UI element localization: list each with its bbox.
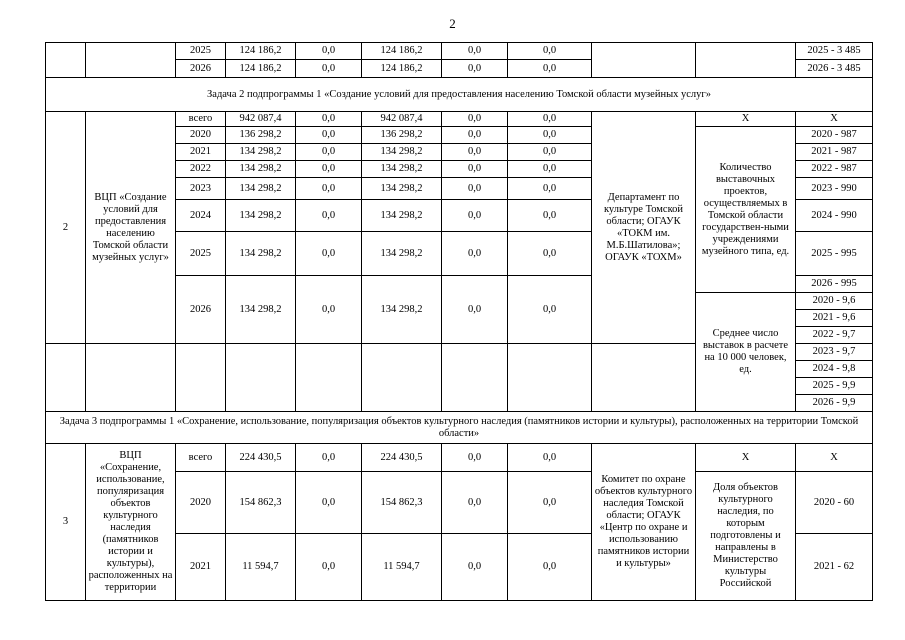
federal-cell: 0,0 <box>296 43 362 60</box>
indicator-value: 2025 - 3 485 <box>796 43 873 60</box>
regional-cell: 136 298,2 <box>362 127 442 144</box>
other-cell: 0,0 <box>508 178 592 200</box>
local-cell: 0,0 <box>442 200 508 232</box>
federal-cell: 0,0 <box>296 112 362 127</box>
task3-indicator: Доля объектов культурного наследия, по которым подготовлены и направлены в Министерство культуры Российской <box>696 472 796 601</box>
federal-cell: 0,0 <box>296 534 362 601</box>
indicator-value: 2024 - 990 <box>796 200 873 232</box>
local-cell: 0,0 <box>442 43 508 60</box>
regional-cell: 134 298,2 <box>362 232 442 276</box>
year-cell: 2020 <box>176 127 226 144</box>
federal-cell: 0,0 <box>296 472 362 534</box>
empty-cell <box>226 344 296 412</box>
x-cell: Х <box>796 444 873 472</box>
indicator-value: 2022 - 987 <box>796 161 873 178</box>
regional-cell: 11 594,7 <box>362 534 442 601</box>
table-row <box>46 112 873 127</box>
indicator-value: 2021 - 62 <box>796 534 873 601</box>
total-cell: 134 298,2 <box>226 161 296 178</box>
task2-number: 2 <box>46 112 86 344</box>
year-cell: 2023 <box>176 178 226 200</box>
table-row <box>46 444 873 472</box>
local-cell: 0,0 <box>442 127 508 144</box>
regional-cell: 942 087,4 <box>362 112 442 127</box>
total-cell: 134 298,2 <box>226 232 296 276</box>
local-cell: 0,0 <box>442 144 508 161</box>
task3-number: 3 <box>46 444 86 601</box>
regional-cell: 154 862,3 <box>362 472 442 534</box>
empty-cell <box>592 344 696 412</box>
total-cell: 224 430,5 <box>226 444 296 472</box>
regional-cell: 124 186,2 <box>362 43 442 60</box>
program-table <box>45 42 873 601</box>
total-cell: 134 298,2 <box>226 178 296 200</box>
indicator-value: 2023 - 990 <box>796 178 873 200</box>
total-cell: 942 087,4 <box>226 112 296 127</box>
regional-cell: 134 298,2 <box>362 161 442 178</box>
x-cell: Х <box>696 112 796 127</box>
year-cell: 2021 <box>176 534 226 601</box>
table-row <box>46 43 873 60</box>
year-cell: 2022 <box>176 161 226 178</box>
other-cell: 0,0 <box>508 444 592 472</box>
task2-program-name: ВЦП «Создание условий для предоставления населению Томской области музейных услуг» <box>86 112 176 344</box>
num-cell <box>46 43 86 78</box>
x-cell: Х <box>796 112 873 127</box>
empty-cell <box>362 344 442 412</box>
other-cell: 0,0 <box>508 161 592 178</box>
local-cell: 0,0 <box>442 232 508 276</box>
empty-cell <box>86 344 176 412</box>
indicator-cell <box>696 43 796 78</box>
task2-executor: Департамент по культуре Томской области; ОГАУК «ТОКМ им. М.Б.Шатилова»; ОГАУК «ТОХМ» <box>592 112 696 344</box>
year-cell: 2024 <box>176 200 226 232</box>
local-cell: 0,0 <box>442 444 508 472</box>
empty-cell <box>508 344 592 412</box>
empty-cell <box>176 344 226 412</box>
other-cell: 0,0 <box>508 472 592 534</box>
local-cell: 0,0 <box>442 534 508 601</box>
other-cell: 0,0 <box>508 534 592 601</box>
task-heading-row <box>46 78 873 112</box>
federal-cell: 0,0 <box>296 127 362 144</box>
total-cell: 136 298,2 <box>226 127 296 144</box>
regional-cell: 134 298,2 <box>362 144 442 161</box>
federal-cell: 0,0 <box>296 178 362 200</box>
indicator-value: 2026 - 3 485 <box>796 60 873 78</box>
federal-cell: 0,0 <box>296 60 362 78</box>
indicator-value: 2021 - 9,6 <box>796 310 873 327</box>
year-cell: всего <box>176 112 226 127</box>
other-cell: 0,0 <box>508 200 592 232</box>
indicator-value: 2023 - 9,7 <box>796 344 873 361</box>
other-cell: 0,0 <box>508 127 592 144</box>
regional-cell: 224 430,5 <box>362 444 442 472</box>
page-number: 2 <box>449 16 456 31</box>
other-cell: 0,0 <box>508 60 592 78</box>
regional-cell: 134 298,2 <box>362 200 442 232</box>
task2-indicator-1: Количество выставочных проектов, осуществляемых в Томской области государствен-ными учреждениями музейного типа, ед. <box>696 127 796 293</box>
federal-cell: 0,0 <box>296 232 362 276</box>
year-cell: 2025 <box>176 232 226 276</box>
federal-cell: 0,0 <box>296 444 362 472</box>
x-cell: Х <box>696 444 796 472</box>
local-cell: 0,0 <box>442 178 508 200</box>
task2-indicator-2: Среднее число выставок в расчете на 10 000 человек, ед. <box>696 293 796 412</box>
task3-heading: Задача 3 подпрограммы 1 «Сохранение, использование, популяризация объектов культурного наследия (памятников истории и культуры), расположенных на территории Томской области» <box>46 412 873 444</box>
other-cell: 0,0 <box>508 144 592 161</box>
regional-cell: 134 298,2 <box>362 276 442 344</box>
task-heading-row <box>46 412 873 444</box>
year-cell: 2026 <box>176 276 226 344</box>
regional-cell: 124 186,2 <box>362 60 442 78</box>
year-cell: 2026 <box>176 60 226 78</box>
indicator-value: 2025 - 995 <box>796 232 873 276</box>
indicator-value: 2024 - 9,8 <box>796 361 873 378</box>
other-cell: 0,0 <box>508 43 592 60</box>
name-cell <box>86 43 176 78</box>
year-cell: всего <box>176 444 226 472</box>
indicator-value: 2020 - 60 <box>796 472 873 534</box>
total-cell: 134 298,2 <box>226 200 296 232</box>
total-cell: 124 186,2 <box>226 60 296 78</box>
empty-cell <box>46 344 86 412</box>
federal-cell: 0,0 <box>296 144 362 161</box>
other-cell: 0,0 <box>508 112 592 127</box>
indicator-value: 2020 - 987 <box>796 127 873 144</box>
indicator-value: 2021 - 987 <box>796 144 873 161</box>
year-cell: 2021 <box>176 144 226 161</box>
year-cell: 2020 <box>176 472 226 534</box>
task2-heading: Задача 2 подпрограммы 1 «Создание условий для предоставления населению Томской области музейных услуг» <box>46 78 873 112</box>
other-cell: 0,0 <box>508 232 592 276</box>
local-cell: 0,0 <box>442 276 508 344</box>
local-cell: 0,0 <box>442 161 508 178</box>
indicator-value: 2022 - 9,7 <box>796 327 873 344</box>
indicator-value: 2025 - 9,9 <box>796 378 873 395</box>
local-cell: 0,0 <box>442 472 508 534</box>
year-cell: 2025 <box>176 43 226 60</box>
regional-cell: 134 298,2 <box>362 178 442 200</box>
task3-executor: Комитет по охране объектов культурного наследия Томской области; ОГАУК «Центр по охране и использованию памятников истории и культуры» <box>592 444 696 601</box>
total-cell: 154 862,3 <box>226 472 296 534</box>
empty-cell <box>296 344 362 412</box>
total-cell: 11 594,7 <box>226 534 296 601</box>
indicator-value: 2026 - 995 <box>796 276 873 293</box>
total-cell: 124 186,2 <box>226 43 296 60</box>
total-cell: 134 298,2 <box>226 144 296 161</box>
other-cell: 0,0 <box>508 276 592 344</box>
federal-cell: 0,0 <box>296 200 362 232</box>
federal-cell: 0,0 <box>296 161 362 178</box>
empty-cell <box>442 344 508 412</box>
total-cell: 134 298,2 <box>226 276 296 344</box>
local-cell: 0,0 <box>442 60 508 78</box>
task3-program-name: ВЦП «Сохранение, использование, популяризация объектов культурного наследия (памятников истории и культуры), расположенных на территории <box>86 444 176 601</box>
indicator-value: 2020 - 9,6 <box>796 293 873 310</box>
executor-cell <box>592 43 696 78</box>
local-cell: 0,0 <box>442 112 508 127</box>
federal-cell: 0,0 <box>296 276 362 344</box>
indicator-value: 2026 - 9,9 <box>796 395 873 412</box>
